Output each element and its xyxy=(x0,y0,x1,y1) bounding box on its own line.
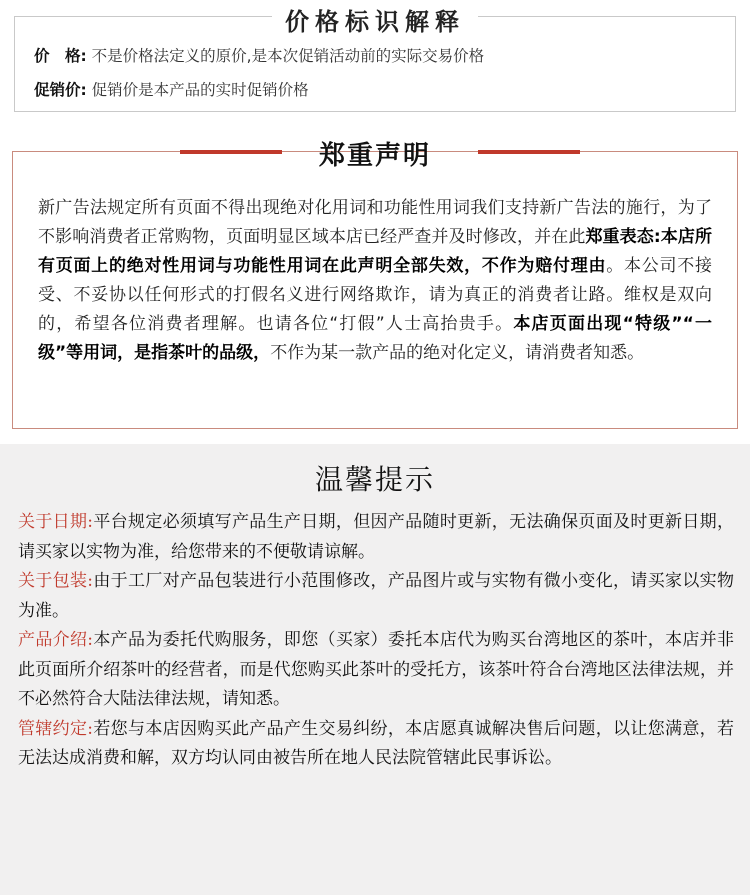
tip-item xyxy=(18,626,734,715)
price-explain-row xyxy=(34,45,484,67)
tip-heading: 产品介绍: xyxy=(18,630,94,650)
tip-text: 本产品为委托代购服务，即您（买家）委托本店代为购买台湾地区的茶叶，本店并非此页面所介绍茶叶的经营者，而是代您购买此茶叶的受托方，该茶叶符合台湾地区法律法规，并不必然符合大陆法律法规，请知悉。 xyxy=(18,630,735,709)
declaration-text: 新广告法规定所有页面不得出现绝对化用词和功能性用词我们支持新广告法的施行，为了不影响消费者正常购物，页面明显区域本店已经严查并及时修改，并在此 xyxy=(38,198,712,247)
promo-price-label: 促销价: xyxy=(34,81,87,99)
price-text: 不是价格法定义的原价,是本次促销活动前的实际交易价格 xyxy=(91,47,485,65)
declaration-text: 不作为某一款产品的绝对化定义，请消费者知悉。 xyxy=(270,343,645,363)
tip-heading: 管辖约定: xyxy=(18,718,94,739)
promo-price-text: 促销价是本产品的实时促销价格 xyxy=(91,81,309,99)
tips-section xyxy=(0,444,750,895)
price-explain-section xyxy=(0,0,750,120)
price-explain-row xyxy=(34,79,309,101)
tips-title: 温馨提示 xyxy=(314,463,435,496)
tip-text: 若您与本店因购买此产品产生交易纠纷，本店愿真诚解决售后问题，以让您满意，若无法达成消费和解，双方均认同由被告所在地人民法院管辖此民事诉讼。 xyxy=(18,718,735,768)
declaration-body xyxy=(38,194,712,368)
declaration-section xyxy=(0,120,750,440)
tip-text: 平台规定必须填写产品生产日期，但因产品随时更新，无法确保页面及时更新日期，请买家以实物为准，给您带来的不便敬请谅解。 xyxy=(18,512,735,562)
price-label: 价 格: xyxy=(34,47,87,65)
tip-heading: 关于包装: xyxy=(18,571,94,591)
declaration-text: 。本公司不接受、不妥协以任何形式的打假名义进行网络欺诈，请为真正的消费者让路。维权是双向的，希望各位消费者理解。也请各位“打假”人士高抬贵手。 xyxy=(38,256,713,334)
tip-heading: 关于日期: xyxy=(18,512,94,532)
tip-item xyxy=(18,715,734,774)
tip-item xyxy=(18,508,734,567)
declaration-bold-text: 郑重表态:本店所有页面上的绝对性用词与功能性用词在此声明全部失效，不作为赔付理由 xyxy=(38,227,712,276)
tip-item xyxy=(18,567,734,626)
declaration-title: 郑重声明 xyxy=(318,141,431,171)
tips-list xyxy=(18,508,734,774)
declaration-bold-text: 本店页面出现“特级”“一 级”等用词，是指茶叶的品级， xyxy=(38,314,712,363)
tip-text: 由于工厂对产品包装进行小范围修改，产品图片或与实物有微小变化，请买家以实物为准。 xyxy=(18,571,735,621)
price-explain-title: 价格标识解释 xyxy=(285,7,465,36)
